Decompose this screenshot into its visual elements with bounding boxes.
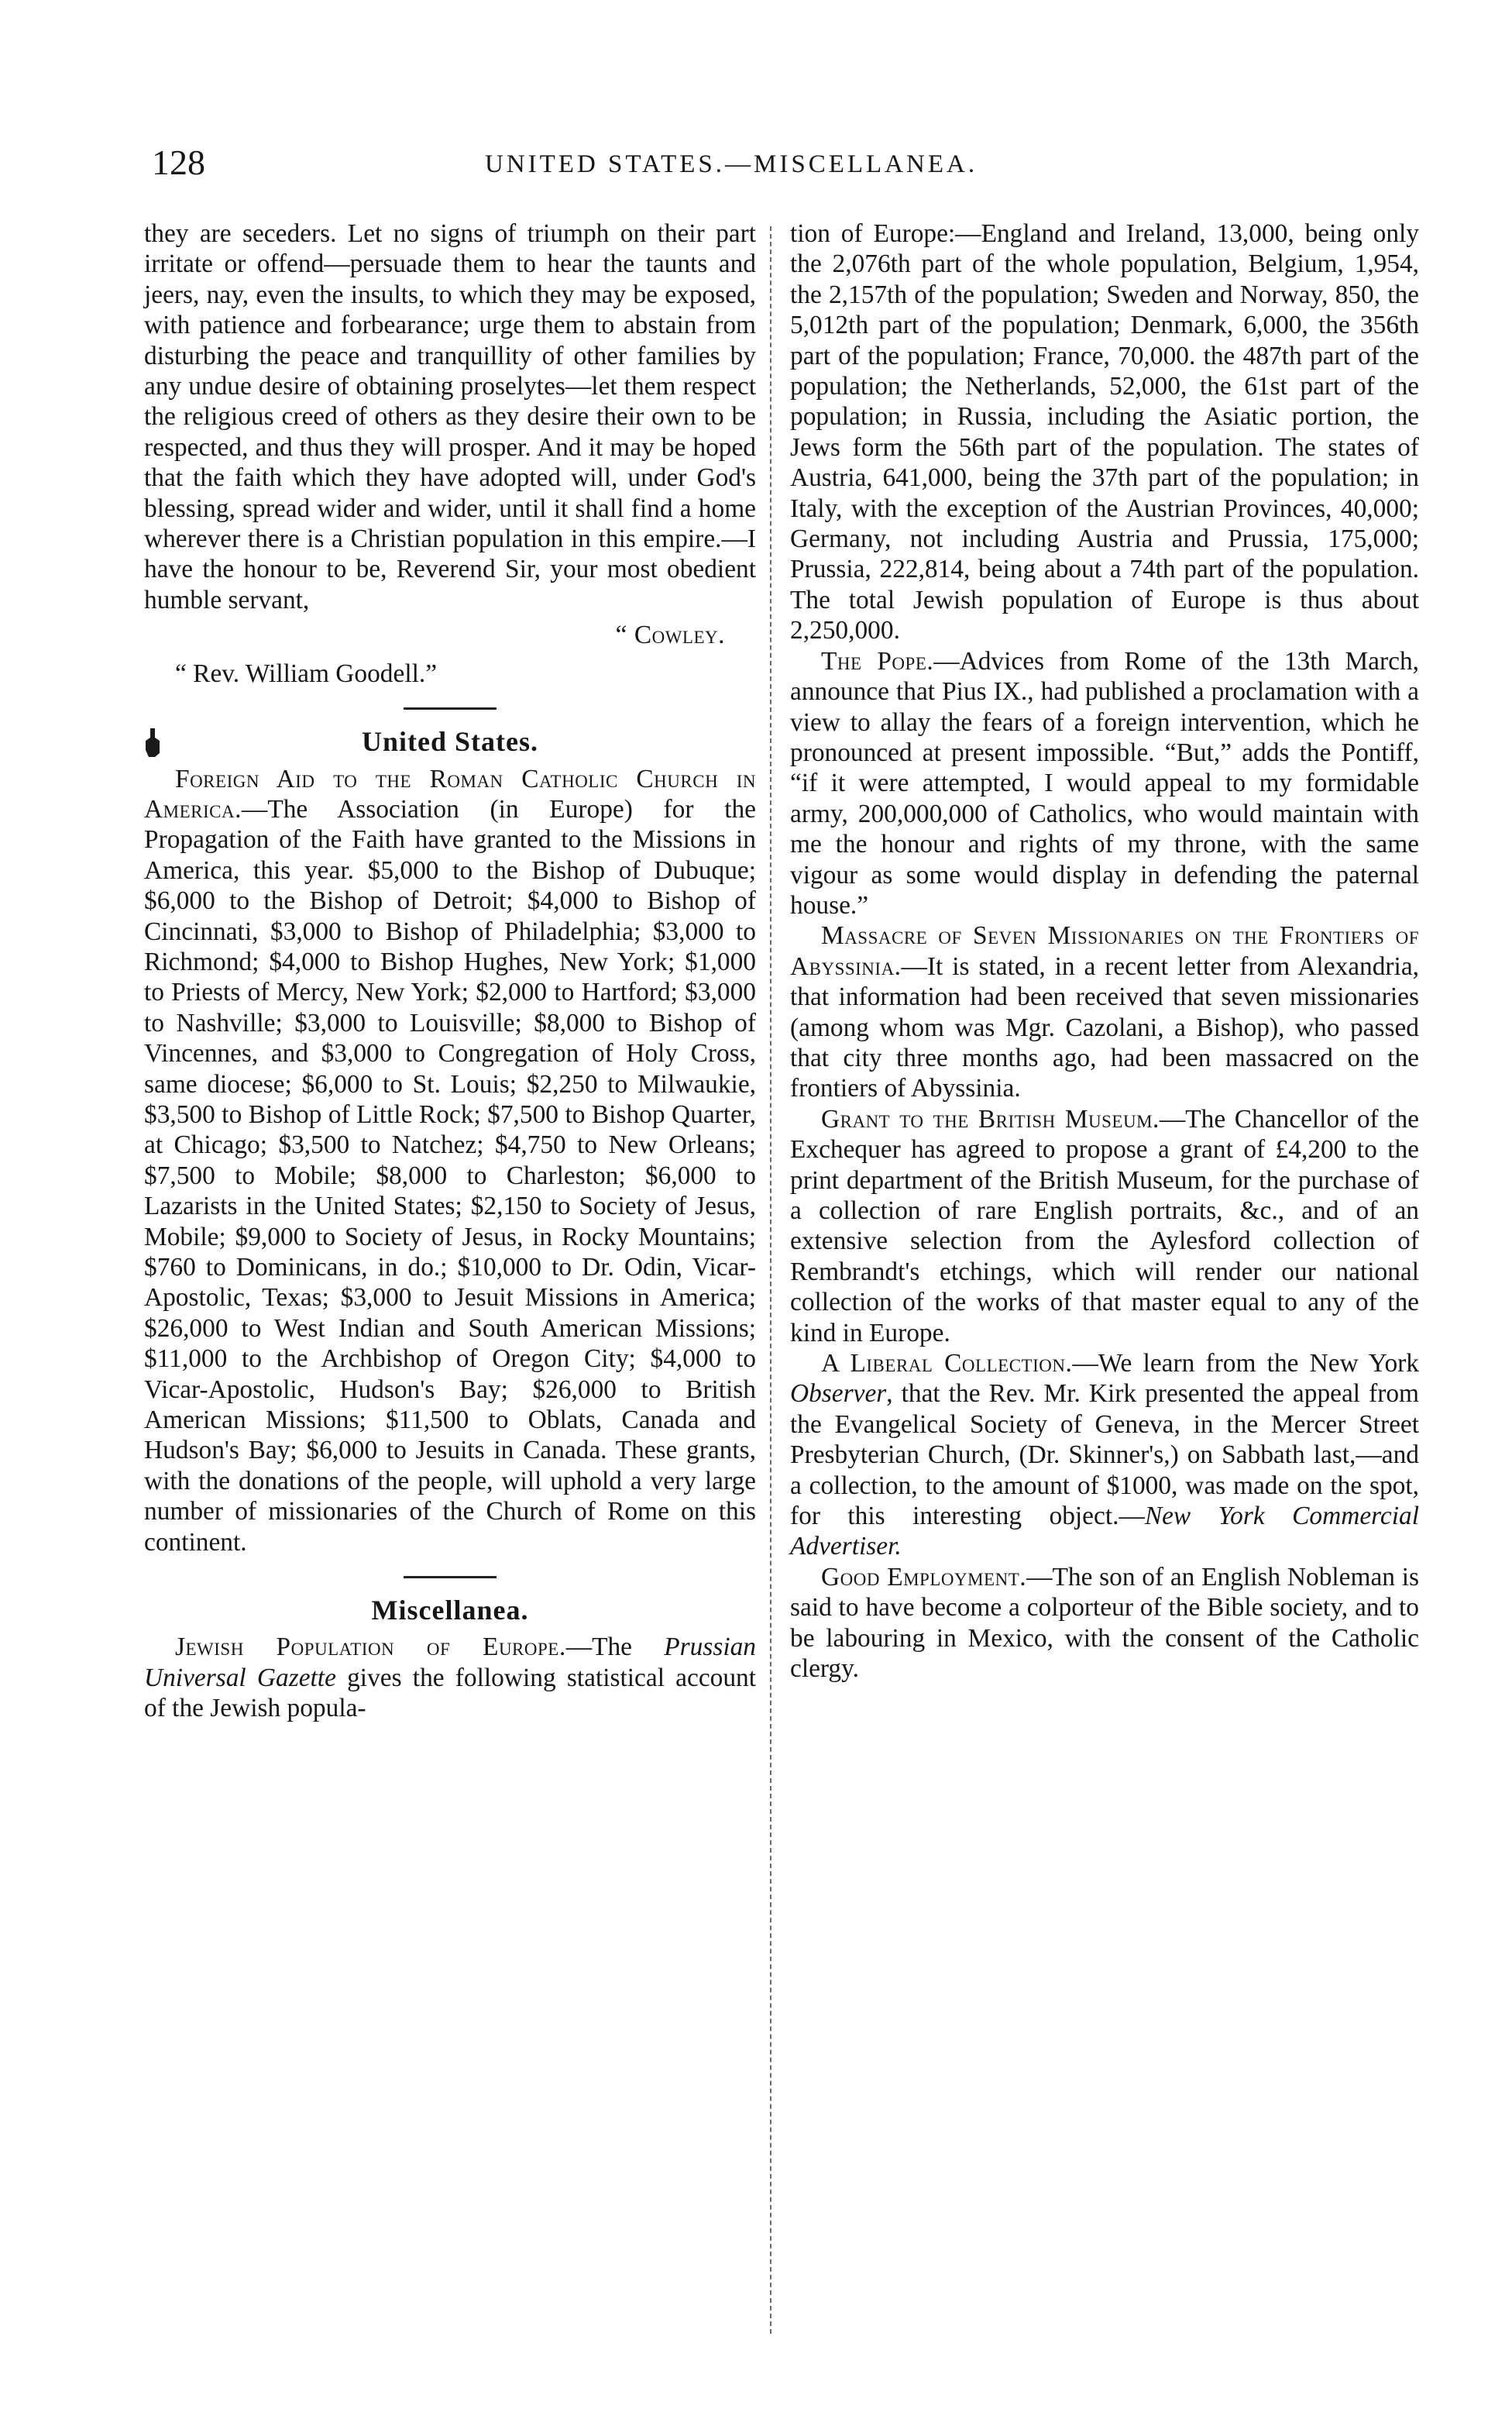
running-head: UNITED STATES.—MISCELLANEA. xyxy=(485,150,978,178)
article-text: gives the following statistical account of the Jewish popula- xyxy=(144,1663,756,1723)
jewish-population-continued: tion of Europe:—England and Ireland, 13,000, being only the 2,076th part of the whole population, Belgium, 1,954, the 2,157th of the population; Sweden and Norway, 850, the 5,012th part of the population; Denmark, 6,000, the 356th part of the population; France, 70,000. the 487th part of the population; the Netherlands, 52,000, the 61st part of the population; in Russia, including the Asiatic portion, the Jews form the 56th part of the population. The states of Austria, 641,000, being the 37th part of the population; in Italy, with the exception of the Austrian Provinces, 40,000; Germany, not including Austria and Prussia, 175,000; Prussia, 222,814, being about a 74th part of the population. The total Jewish population of Europe is thus about 2,250,000. xyxy=(790,219,1419,645)
pointing-hand-icon xyxy=(144,727,161,758)
left-column xyxy=(144,219,756,1724)
section-heading-miscellanea: Miscellanea. xyxy=(371,1595,529,1626)
article-text: —The Chancellor of the Exchequer has agreed to propose a grant of £4,200 to the print department of the British Museum, for the purchase of a collection of rare English portraits, &c., and of an extensive selection from the Aylesford collection of Rembrandt's etchings, which will render our national collection of the works of that master equal to any of the kind in Europe. xyxy=(790,1104,1419,1347)
article-source: Prussian Universal Gazette xyxy=(144,1633,756,1692)
article-text: —Advices from Rome of the 13th March, announce that Pius IX., had published a proclamation with a view to allay the fears of a foreign intervention, which he pronounced at present impossible. “But,” adds the Pontiff, “if it were attempted, I would appeal to my formidable army, 200,000,000 of Catholics, who would maintain with me the honour and rights of my throne, with the same vigour as some would display in defending the paternal house.” xyxy=(790,646,1419,920)
article-title: A Liberal Collection. xyxy=(821,1349,1073,1378)
article-text: —The son of an English Nobleman is said to have become a colporteur of the Bible society, and to be labouring in Mexico, with the consent of the Catholic clergy. xyxy=(790,1562,1419,1684)
article-title: The Pope. xyxy=(821,646,934,676)
section-divider xyxy=(404,1576,497,1578)
section-heading-united-states xyxy=(144,727,756,757)
article-source: Observer xyxy=(790,1379,887,1409)
article-the-pope xyxy=(790,646,1419,921)
article-text: —The xyxy=(565,1633,665,1662)
article-foreign-aid xyxy=(144,764,756,1558)
article-good-employment xyxy=(790,1562,1419,1684)
article-source: New York Commercial Advertiser. xyxy=(790,1502,1419,1561)
article-liberal-collection xyxy=(790,1348,1419,1562)
letter-signature: “ Cowley. xyxy=(615,621,725,650)
article-massacre xyxy=(790,920,1419,1103)
article-text: —The Association (in Europe) for the Propagation of the Faith have granted to the Missions in America, this year. $5,000 to the Bishop of Dubuque; $6,000 to the Bishop of Detroit; $4,000 to Bishop of Cincinnati, $3,000 to Bishop of Philadelphia; $3,000 to Richmond; $4,000 to Bishop Hughes, New York; $1,000 to Priests of Mercy, New York; $2,000 to Hartford; $3,000 to Nashville; $3,000 to Louisville; $8,000 to Bishop of Vincennes, and $3,000 to Congregation of Holy Cross, same diocese; $6,000 to St. Louis; $2,250 to Milwaukie, $3,500 to Bishop of Little Rock; $7,500 to Bishop Quarter, at Chicago; $3,500 to Natchez; $4,750 to New Orleans; $7,500 to Mobile; $8,000 to Charleston; $6,000 to Lazarists in the United States; $2,150 to Society of Jesus, Mobile; $9,000 to Society of Jesus, in Rocky Mountains; $760 to Dominicans, in do.; $10,000 to Dr. Odin, Vicar-Apostolic, Texas; $3,000 to Jesuit Missions in America; $26,000 to West Indian and South American Missions; $11,000 to the Archbishop of Oregon City; $4,000 to Vicar-Apostolic, Hudson's Bay; $26,000 to British American Missions; $11,500 to Oblats, Canada and Hudson's Bay; $6,000 to Jesuits in Canada. These grants, with the donations of the people, will uphold a very large number of missionaries of the Church of Rome on this continent. xyxy=(144,794,756,1557)
article-title: Massacre of Seven Missionaries on the Frontiers of Abyssinia. xyxy=(790,921,1419,981)
article-title: Foreign Aid to the Roman Catholic Church in America. xyxy=(144,764,756,824)
article-text: —It is stated, in a recent letter from Alexandria, that information had been received that seven missionaries (among whom was Mgr. Cazolani, a Bishop), who passed that city three months ago, had been massacred on the frontiers of Abyssinia. xyxy=(790,951,1419,1103)
page-header xyxy=(152,139,1407,186)
article-british-museum xyxy=(790,1104,1419,1348)
article-title: Grant to the British Museum. xyxy=(821,1104,1160,1134)
article-title: Jewish Population of Europe. xyxy=(175,1633,566,1662)
right-column xyxy=(790,219,1419,1684)
letter-addressee: “ Rev. William Goodell.” xyxy=(175,659,438,688)
page-number: 128 xyxy=(152,143,205,182)
section-divider xyxy=(404,707,497,710)
letter-continuation: they are seceders. Let no signs of triumph on their part irritate or offend—persuade them to hear the taunts and jeers, nay, even the insults, to which they may be exposed, with patience and forbearance; urge them to abstain from disturbing the peace and tranquillity of other families by any undue desire of obtaining proselytes—let them respect the religious creed of others as they desire their own to be respected, and thus they will prosper. And it may be hoped that the faith which they have adopted will, under God's blessing, spread wider and wider, until it shall find a home wherever there is a Christian population in this empire.—I have the honour to be, Reverend Sir, your most obedient humble servant, xyxy=(144,219,756,614)
section-heading-text: United States. xyxy=(362,726,538,758)
article-text: —We learn from the New York xyxy=(1072,1349,1419,1378)
column-rule xyxy=(770,226,771,2334)
article-title: Good Employment. xyxy=(821,1562,1027,1591)
article-jewish-population xyxy=(144,1632,756,1723)
article-text: , that the Rev. Mr. Kirk presented the appeal from the Evangelical Society of Geneva, in the Mercer Street Presbyterian Church, (Dr. Skinner's,) on Sabbath last,—and a collection, to the amount of $1000, was made on the spot, for this interesting object.— xyxy=(790,1379,1419,1531)
